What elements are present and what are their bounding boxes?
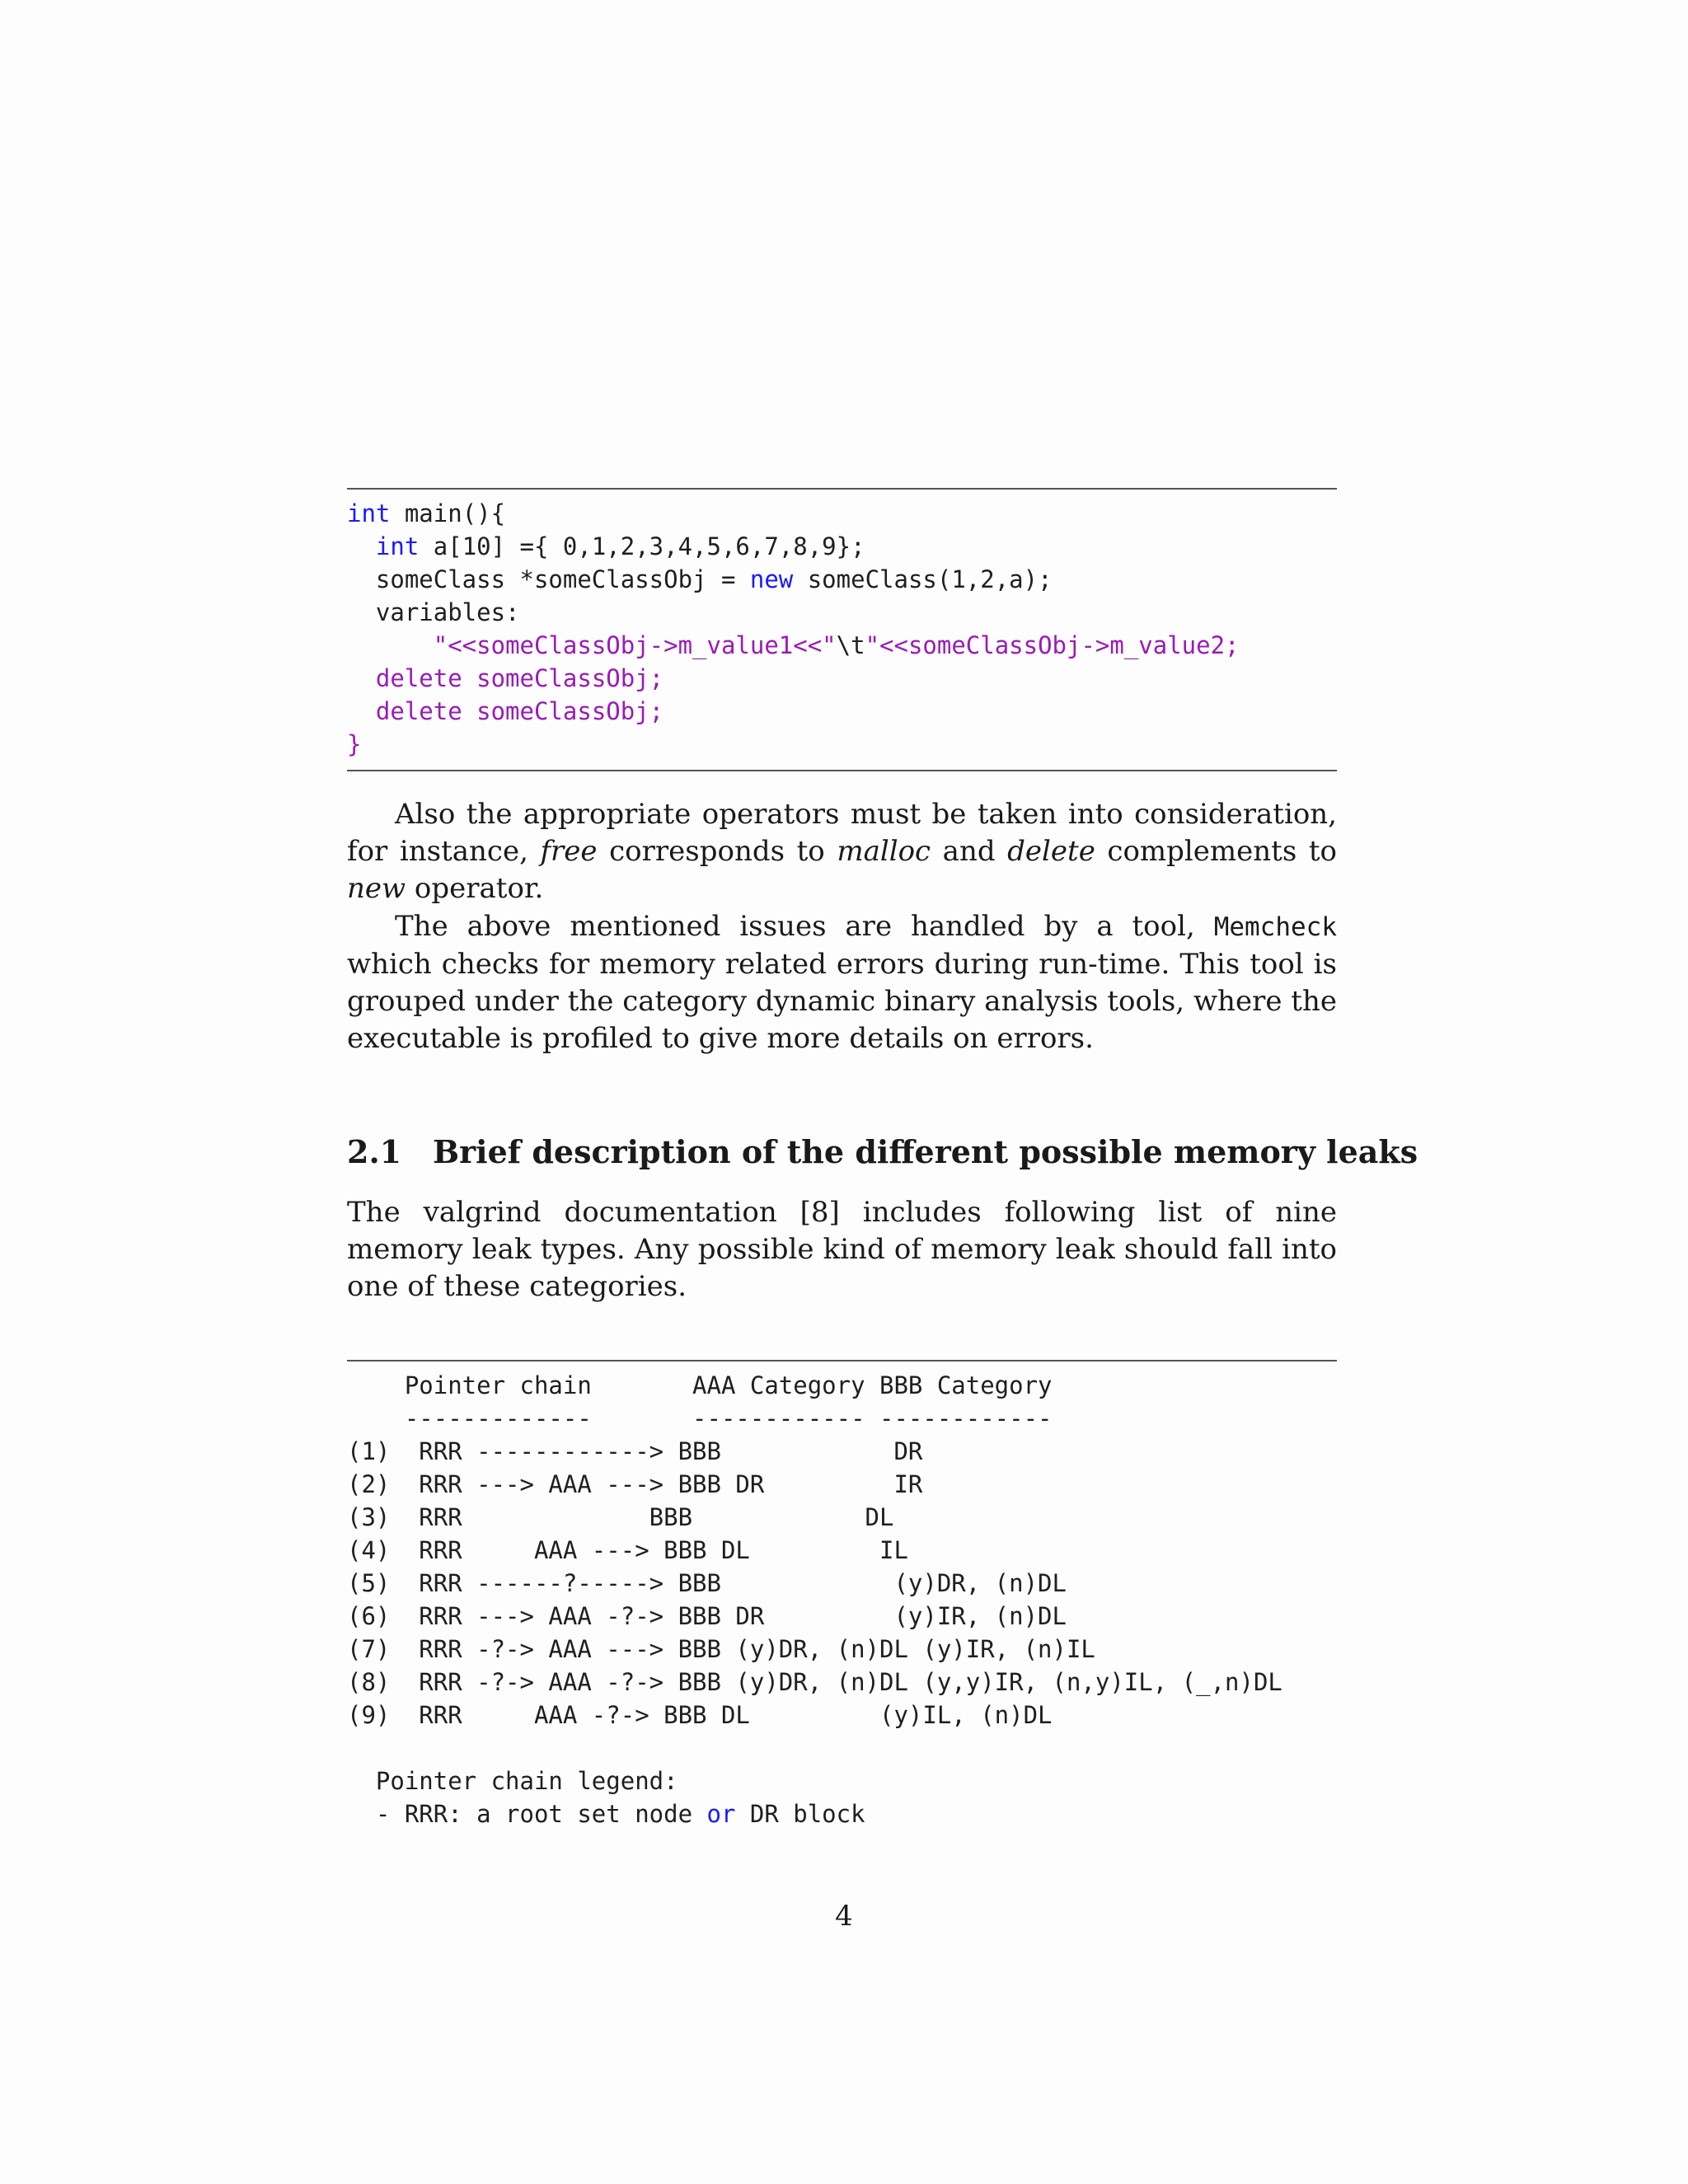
table-top-rule [347,1360,1337,1361]
table-header-underline: ------------- ------------ ------------ [347,1404,1053,1432]
table-blank-line [347,1732,1282,1765]
paragraph-valgrind: The valgrind documentation [8] includes following list of nine memory leak types. Any possible kind of memory leak should fall into one of these categories. [347,1196,1337,1303]
code-line-3: someClass *someClassObj = new someClass(1,2,a); [347,565,1053,593]
table-row: (6) RRR ---> AAA -?-> BBB DR (y)IR, (n)DL [347,1602,1067,1630]
table-row: (1) RRR ------------> BBB DR [347,1437,923,1465]
code-line-8: } [347,730,362,758]
legend-line: - RRR: a root set node or DR block [347,1800,865,1828]
code-line-2: int a[10] ={ 0,1,2,3,4,5,6,7,8,9}; [375,532,865,560]
page-number: 4 [835,1900,853,1933]
code-line-4: variables: [347,598,520,626]
paragraph-operators: Also the appropriate operators must be taken into consideration, for instance, free corresponds to malloc and delete complements to new operator. [347,798,1337,905]
paragraph-memcheck: The above mentioned issues are handled by a tool, Memcheck which checks for memory related errors during run-time. This tool is grouped under the category dynamic binary analysis tools, where the executable is profiled to give more details on errors. [347,910,1337,1055]
table-row: (9) RRR AAA -?-> BBB DL (y)IL, (n)DL [347,1701,1053,1729]
code-line-7: delete someClassObj; [375,697,664,725]
code-bottom-rule [347,770,1337,771]
table-header: Pointer chain AAA Category BBB Category [347,1371,1053,1399]
table-row: (5) RRR ------?-----> BBB (y)DR, (n)DL [347,1569,1067,1597]
code-top-rule [347,488,1337,490]
table-row: (7) RRR -?-> AAA ---> BBB (y)DR, (n)DL (y)IR, (n)IL [347,1635,1095,1663]
table-row: (8) RRR -?-> AAA -?-> BBB (y)DR, (n)DL (y,y)IR, (n,y)IL, (_,n)DL [347,1668,1282,1696]
table-row: (4) RRR AAA ---> BBB DL IL [347,1536,908,1564]
table-row: (2) RRR ---> AAA ---> BBB DR IR [347,1470,923,1498]
legend-title: Pointer chain legend: [347,1767,678,1795]
leak-table [347,1369,1282,1830]
section-heading: 2.1 Brief description of the different possible memory leaks [347,1133,1418,1170]
code-line-1: int main(){ [347,499,506,527]
code-line-5: "<<someClassObj->m_value1<<"\t"<<someClassObj->m_value2; [433,631,1240,659]
code-line-6: delete someClassObj; [375,664,664,692]
table-row: (3) RRR BBB DL [347,1503,894,1531]
